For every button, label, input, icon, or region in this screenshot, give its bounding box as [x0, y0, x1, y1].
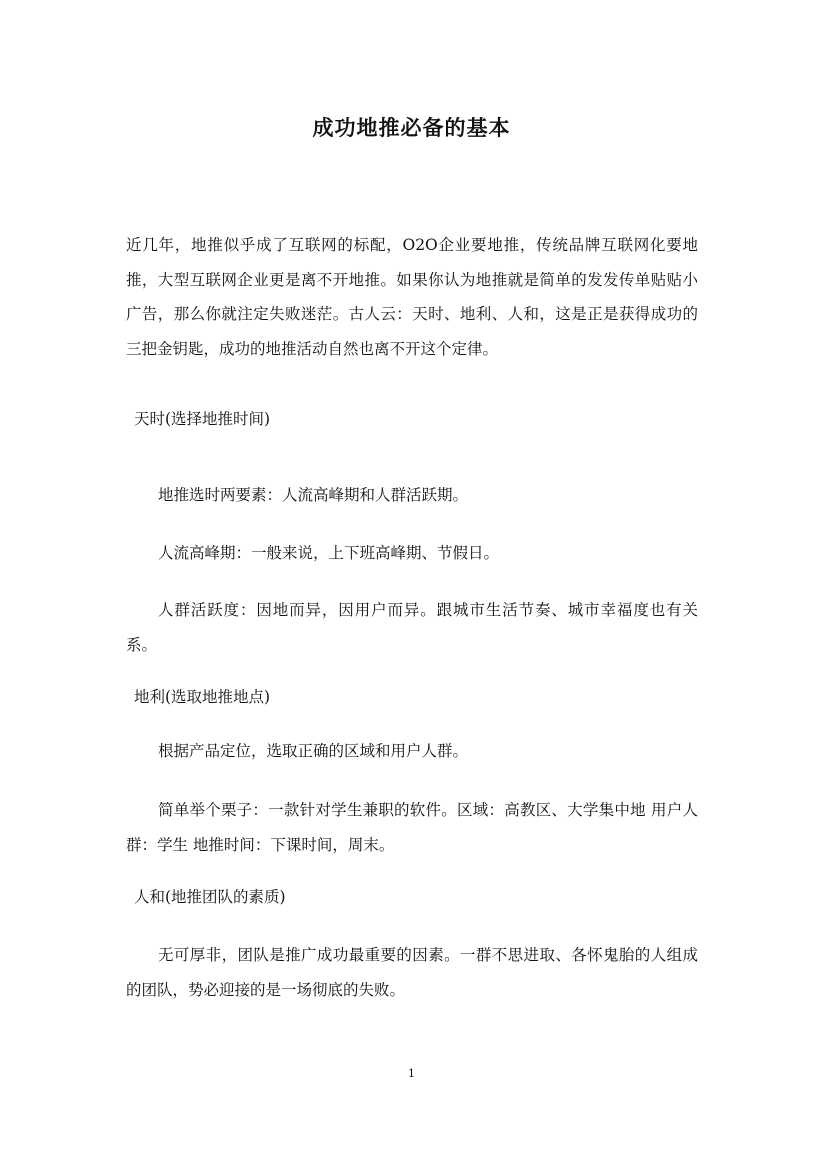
paragraph: 无可厚非，团队是推广成功最重要的因素。一群不思进取、各怀鬼胎的人组成的团队，势必迎接的是一场彻底的失败。 — [126, 946, 698, 999]
paragraph: 地推选时两要素：人流高峰期和人群活跃期。 — [158, 486, 469, 504]
page-number: 1 — [408, 1067, 415, 1080]
section-heading-team: 人和(地推团队的素质) — [134, 888, 286, 906]
section-heading-location: 地利(选取地推地点) — [134, 688, 271, 706]
section-heading-timing: 天时(选择地推时间) — [134, 410, 271, 428]
intro-paragraph: 近几年，地推似乎成了互联网的标配，O2O企业要地推，传统品牌互联网化要地推，大型互联网企业更是离不开地推。如果你认为地推就是简单的发发传单贴贴小广告，那么你就注定失败迷茫。古人云：天时、地利、人和，这是正是获得成功的三把金钥匙，成功的地推活动自然也离不开这个定律。 — [126, 236, 698, 358]
paragraph: 人流高峰期：一般来说，上下班高峰期、节假日。 — [158, 544, 500, 562]
paragraph: 根据产品定位，选取正确的区域和用户人群。 — [158, 742, 469, 760]
paragraph: 简单举个栗子：一款针对学生兼职的软件。区域：高教区、大学集中地 用户人群：学生 地推时间：下课时间，周末。 — [126, 801, 698, 854]
document-title: 成功地推必备的基本 — [312, 115, 511, 140]
paragraph: 人群活跃度：因地而异，因用户而异。跟城市生活节奏、城市幸福度也有关系。 — [126, 601, 698, 654]
